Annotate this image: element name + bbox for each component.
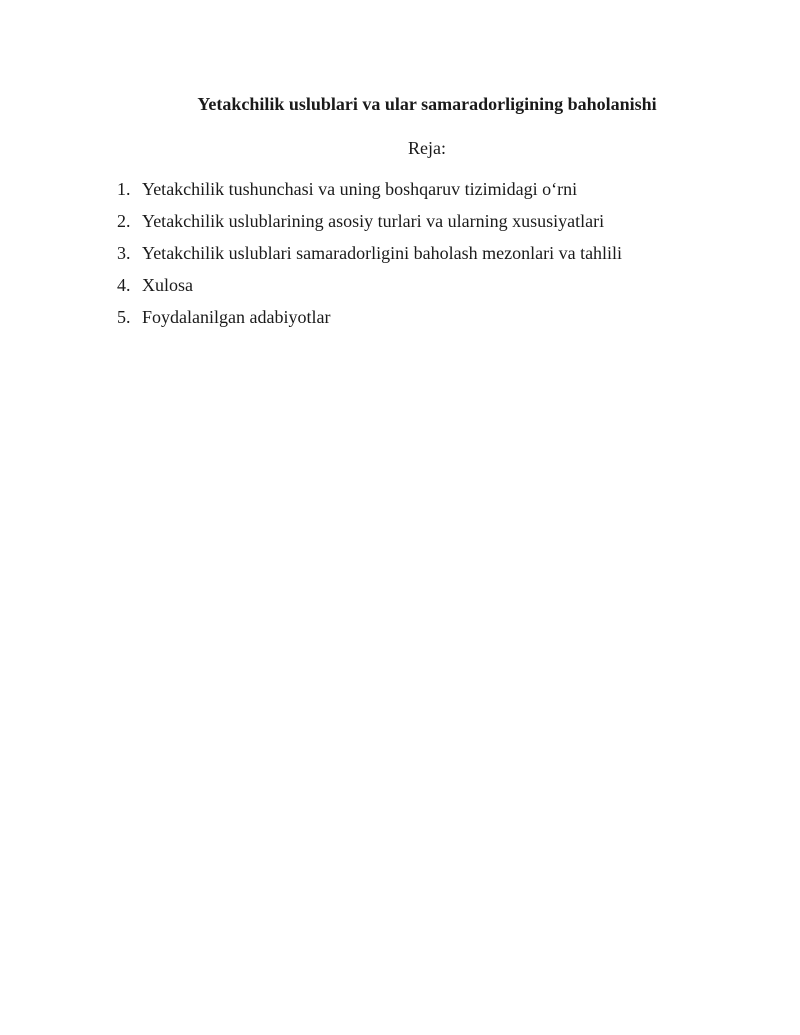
list-item-text: Yetakchilik uslublari samaradorligini baholash mezonlari va tahlili (142, 243, 623, 263)
list-item-number: 3. (117, 243, 131, 263)
list-item (117, 273, 622, 305)
list-item-number: 1. (117, 179, 131, 199)
list-item-text: Xulosa (142, 275, 193, 295)
list-item-number: 4. (117, 275, 131, 295)
list-item-number: 5. (117, 307, 131, 327)
list-item (117, 305, 622, 337)
list-item (117, 209, 622, 241)
document-title: Yetakchilik uslublari va ular samaradorligining baholanishi (197, 94, 657, 114)
list-item-number: 2. (117, 211, 131, 231)
plan-heading: Reja: (408, 138, 446, 158)
list-item-text: Yetakchilik tushunchasi va uning boshqaruv tizimidagi o‘rni (142, 179, 578, 199)
list-item-text: Yetakchilik uslublarining asosiy turlari va ularning xususiyatlari (142, 211, 605, 231)
list-item-text: Foydalanilgan adabiyotlar (142, 307, 331, 327)
plan-list (117, 177, 622, 337)
list-item (117, 177, 622, 209)
list-item (117, 241, 622, 273)
